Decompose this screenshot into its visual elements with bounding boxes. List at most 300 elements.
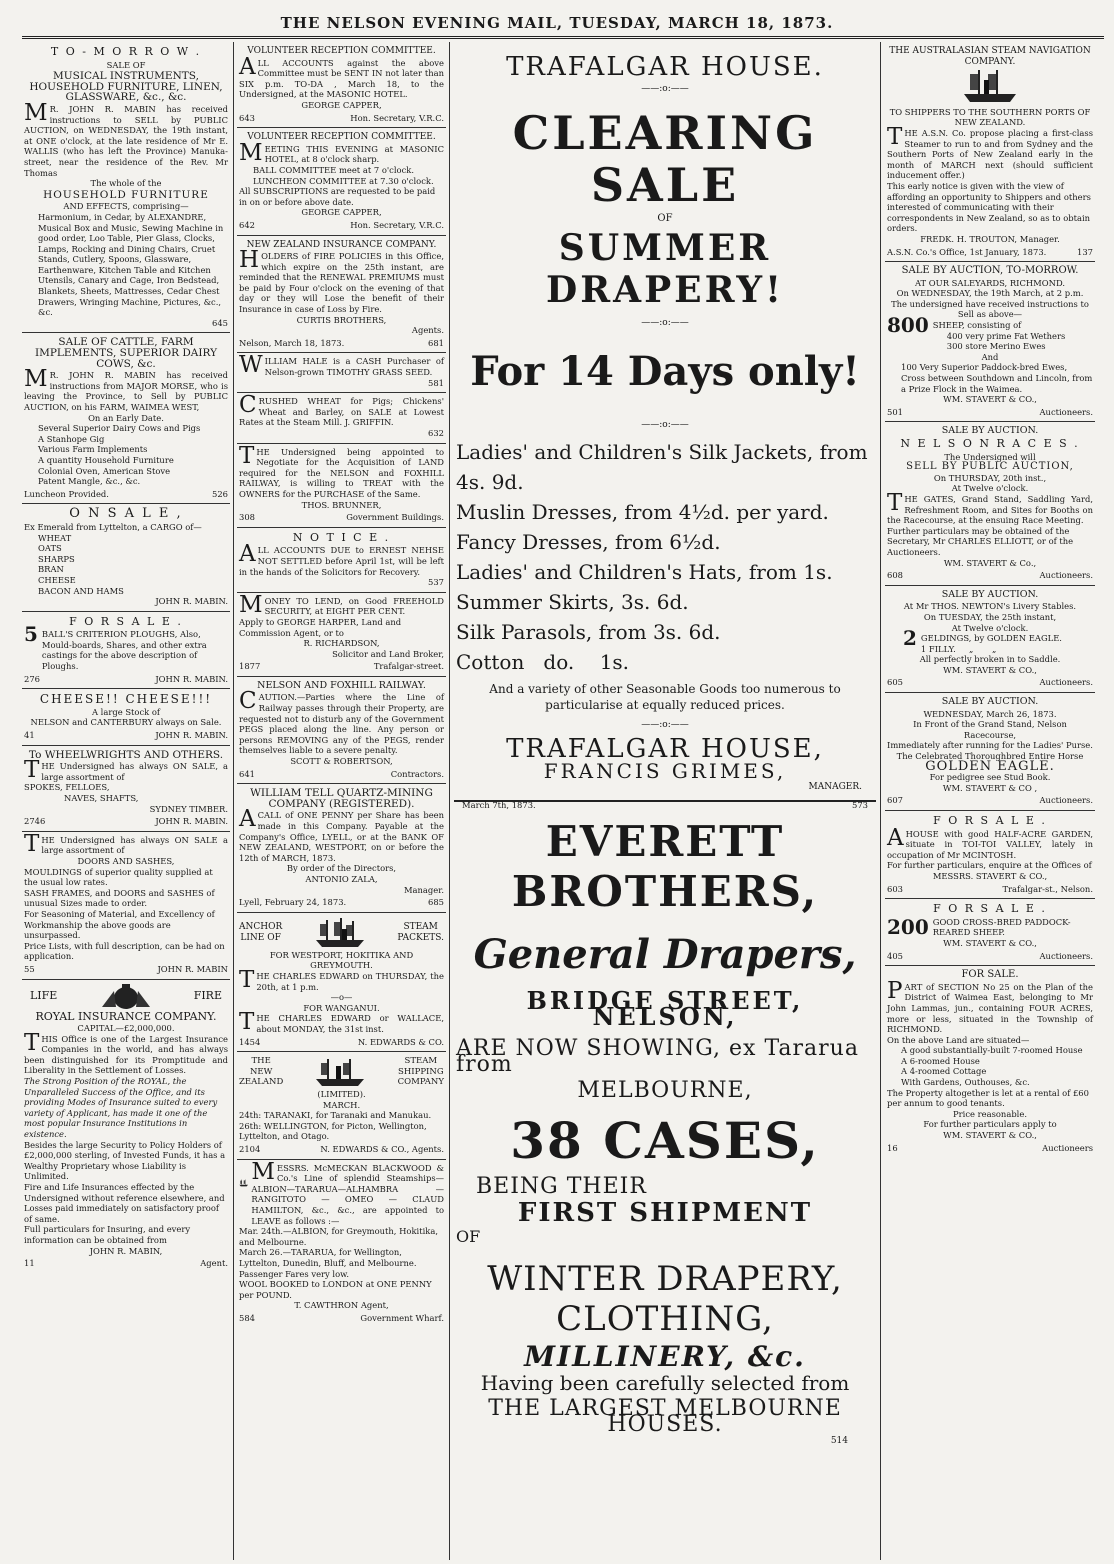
ad-list (887, 1045, 1093, 1087)
masthead: THE NELSON EVENING MAIL, TUESDAY, MARCH 18, 1873. (280, 14, 834, 32)
ad-number: 514 (830, 1436, 848, 1446)
ad-signature: SCOTT & ROBERTSON, (290, 756, 393, 767)
ad-line: On the above Land are situated— (887, 1034, 1030, 1045)
ad-signature: JOHN R. MABIN. (155, 673, 228, 684)
ad-number: 645 (212, 317, 228, 328)
ad-signature: JOHN R. MABIN. (155, 596, 228, 607)
ad-line: 300 store Merino Ewes (946, 341, 1046, 352)
ad-line: CAPITAL—£2,000,000. (77, 1023, 175, 1034)
ad-body: PART of SECTION No 25 on the Plan of the District of Waimea East, belonging to Mr John Lammas, jun., containing FOUR ACRES, more or less, situated in the Township of RICHMOND. (887, 977, 1093, 1035)
ad-sheep-for-sale (885, 899, 1095, 966)
ad-heading: FOR WESTPORT, HOKITIKA AND GREYMOUTH. (269, 949, 414, 971)
ad-number: 11 (24, 1258, 35, 1269)
ad-musical-instruments (22, 42, 230, 333)
ad-line: Luncheon Provided. (24, 488, 109, 499)
ad-paragraph: For Seasoning of Material, and Excellency of Workmanship the above goods are unsurpassed. (24, 908, 215, 941)
ad-line: And (981, 351, 999, 362)
list-item: BRAN (38, 564, 64, 575)
list-item: Various Farm Implements (38, 444, 148, 455)
ad-body: Ex Emerald from Lyttelton, a CARGO of— (24, 521, 202, 532)
ad-number: 308 (239, 512, 255, 523)
ad-title: F O R S A L E . (933, 814, 1047, 827)
ad-volunteer-meeting (237, 128, 446, 235)
ad-big-number: 800 (887, 313, 929, 338)
ad-number: 405 (887, 950, 903, 961)
ad-paragraph: This early notice is given with the view of affording an opportunity to Shippers and others interested of communicating with their correspondents in New Zealand, so as to obtain orders. (887, 180, 1091, 234)
ad-number: 632 (428, 428, 444, 438)
ad-signature: Government Buildings. (346, 512, 444, 523)
ad-william-hale (237, 353, 446, 393)
ad-royal-insurance (22, 980, 230, 1273)
ad-line: Lyell, February 24, 1873. (239, 897, 347, 908)
ad-money-to-lend (237, 593, 446, 677)
ad-heading: VOLUNTEER RECEPTION COMMITTEE. (247, 132, 436, 143)
ad-body: WILLIAM HALE is a CASH Purchaser of Nelson-grown TIMOTHY GRASS SEED. (239, 352, 444, 379)
column-4 (885, 42, 1095, 1560)
ad-body: THE CHARLES EDWARD on THURSDAY, the 20th, at 1 p.m. (239, 966, 444, 993)
ad-signature: JOHN R. MABIN, (89, 1245, 163, 1256)
ad-golden-eagle (885, 693, 1095, 811)
ad-line: March 7th, 1873. (462, 800, 536, 810)
ad-paragraph: All SUBSCRIPTIONS are requested to be paid in on or before above date. (239, 186, 436, 207)
ad-body: ALL ACCOUNTS against the above Committee must be SENT IN not later than SIX p.m. TO-DA , March 18, to the Undersigned, at the MASONIC HOTEL. (239, 53, 444, 100)
ad-heading: MUSICAL INSTRUMENTS, HOUSEHOLD FURNITURE, LINEN, GLASSWARE, &c., &c. (29, 70, 223, 104)
list-item: Silk Parasols, from 3s. 6d. (456, 620, 721, 644)
ad-signature: N. EDWARDS & CO., Agents. (320, 1144, 444, 1155)
ad-paragraph: Price Lists, with full description, can be had on application. (24, 940, 225, 962)
ad-line: Trafalgar-street. (373, 661, 444, 672)
ad-line: A.S.N. Co.'s Office, 1st January, 1873. (887, 246, 1047, 257)
ad-body: HOLDERS of FIRE POLICIES in this Office, which expire on the 25th instant, are reminded that the RENEWAL PREMIUMS must be paid by Four o'clock on the evening of that day or they will Lose the benefit of their Insurance in case of Loss by Fire. (239, 247, 444, 315)
ad-line: LINE OF (240, 932, 281, 943)
ad-paragraph: MOULDINGS of superior quality supplied at the usual low rates. (24, 866, 213, 888)
ad-heading: ROYAL INSURANCE COMPANY. (35, 1009, 217, 1023)
ad-body: MESSRS. McMECKAN BLACKWOOD & Co.'s Line of splendid Steamships—ALBION—TARARUA—ALHAMBRA — RANGITOTO — OMEO — CLAUD HAMILTON, &c., &c., are appointed to LEAVE as follows :— (251, 1158, 444, 1226)
ad-line: COMPANY (397, 1077, 444, 1088)
ad-signature: FREDK. H. TROUTON, Manager. (920, 233, 1060, 244)
ad-signature: JOHN R. MABIN (157, 963, 228, 974)
ad-number: 642 (239, 219, 255, 230)
ad-number: 603 (887, 883, 903, 894)
ad-heading: NELSON AND FOXHILL RAILWAY. (257, 679, 426, 691)
ad-signature: N. EDWARDS & CO. (357, 1036, 444, 1047)
list-item: Colonial Oven, American Stove (38, 465, 171, 476)
ad-signature: R. RICHARDSON, (303, 638, 380, 649)
ad-body: MONEY TO LEND, on Good FREEHOLD SECURITY, at EIGHT PER CENT. (239, 591, 444, 618)
ad-newton-stables (885, 586, 1095, 693)
ad-heading: MARCH. (322, 1099, 361, 1110)
list-item: Muslin Dresses, from 4½d. per yard. (456, 500, 829, 524)
ad-number: 1877 (239, 661, 261, 672)
ad-title: TRAFALGAR HOUSE. (506, 52, 824, 82)
ad-number: 573 (852, 800, 868, 810)
ad-number: 643 (239, 112, 255, 123)
ad-signature: Auctioneers. (1039, 677, 1093, 688)
ad-headline: WINTER DRAPERY, CLOTHING, (487, 1259, 843, 1339)
list-item: A good substantially-built 7-roomed House (901, 1045, 1083, 1056)
ad-paragraph: WOOL BOOKED to LONDON at ONE PENNY per POUND. (239, 1279, 432, 1300)
list-item: A quantity Household Furniture (38, 454, 174, 465)
ad-number: 41 (24, 730, 35, 741)
ad-number: 276 (24, 673, 40, 684)
ad-line: The undersigned have received instructions to Sell as above— (891, 298, 1089, 320)
list-item: A Stanhope Gig (38, 433, 105, 444)
ad-nz-shipping (237, 1052, 446, 1160)
ad-heading: BRIDGE STREET, NELSON, (526, 986, 804, 1031)
ad-william-tell (237, 784, 446, 913)
ad-body: THE Undersigned has always ON SALE a large assortment of (24, 830, 228, 857)
ad-number: 605 (887, 677, 903, 688)
ad-body: ACALL of ONE PENNY per Share has been made in this Company. Payable at the Company's Office, LYELL, or at the BANK OF NEW ZEALAND, WESTPORT, on or before the 12th of MARCH, 1873. (239, 806, 444, 863)
ad-line: AND EFFECTS, comprising— (63, 201, 189, 212)
ad-house-for-sale (885, 811, 1095, 899)
ad-number: 681 (428, 337, 444, 348)
ad-signature: MANAGER. (808, 782, 862, 792)
ad-heading: FOR WANGANUI. (303, 1002, 380, 1013)
list-item: WHEAT (38, 532, 72, 543)
column-rule (233, 42, 234, 1560)
column-rule (449, 42, 450, 1560)
ad-big-number: 200 (887, 915, 929, 940)
list-item: SHARPS (38, 553, 75, 564)
ad-number: 584 (239, 1312, 255, 1323)
ad-auction-tomorrow (885, 262, 1095, 422)
ad-number: 685 (428, 897, 444, 908)
ad-line: All perfectly broken in to Saddle. (919, 654, 1061, 665)
ad-foxhill-railway (237, 677, 446, 784)
ad-line: ZEALAND (239, 1077, 284, 1088)
ad-signature: WM. STAVERT & CO., (943, 1130, 1037, 1141)
ad-line: STEAM (404, 1056, 438, 1067)
separator: ——:o:—— (641, 318, 689, 328)
ad-paragraph: Full particulars for Insuring, and every information can be obtained from (24, 1224, 191, 1245)
list-item: CHEESE (38, 574, 76, 585)
ad-paragraph: For further particulars, enquire at the Offices of (887, 860, 1092, 871)
ad-signature: JOHN R. MABIN. (155, 730, 228, 741)
list-item: Several Superior Dairy Cows and Pigs (38, 423, 201, 434)
ad-signature: Auctioneers. (1039, 570, 1093, 581)
ad-headline: For 14 Days only! (470, 348, 860, 395)
ad-signature: Agent. (200, 1258, 228, 1269)
steamship-icon (239, 1163, 248, 1203)
ad-line: SHIPPING (398, 1066, 444, 1077)
steamship-icon (312, 1055, 368, 1089)
ad-line: Having been carefully selected from (480, 1371, 850, 1395)
ad-signature: WM. STAVERT & CO , (942, 782, 1038, 793)
ad-heading: SALE BY AUCTION. (941, 588, 1039, 600)
ad-signature: Auctioneers. (1039, 795, 1093, 806)
ad-body: GOOD CROSS-BRED PADDOCK-REARED SHEEP. (932, 916, 1071, 938)
ad-line: The Undersigned will (944, 451, 1036, 462)
ad-ploughs (22, 612, 230, 690)
ad-asn-company (885, 42, 1095, 262)
ad-line: The whole of the (90, 178, 162, 189)
ad-body: ALL ACCOUNTS DUE to ERNEST NEHSE NOT SETTLED before April 1st, will be left in the hands of the Solicitors for Recovery. (239, 541, 444, 577)
list-item: BACON AND HAMS (38, 585, 124, 596)
ad-line: The Celebrated Thoroughbred Entire Horse (896, 751, 1084, 762)
ad-cheese (22, 689, 230, 745)
ad-body: THE Undersigned being appointed to Negotiate for the Acquisition of LAND required for the NELSON and FOXHILL RAILWAY, is willing to TREAT with the OWNERS for the PURCHASE of the Same. (239, 442, 444, 499)
ad-line: SPOKES, FELLOES, (24, 782, 110, 793)
list-item: Ladies' and Children's Silk Jackets, from 4s. 9d. (456, 440, 868, 494)
ad-line: AT OUR SALEYARDS, RICHMOND. (914, 277, 1066, 288)
ad-nelson-races (885, 422, 1095, 585)
ad-body: MR. JOHN R. MABIN has received instructions to SELL by PUBLIC AUCTION, on WEDNESDAY, the 19th instant, at ONE o'clock, at the late residence of Mr E. WALLIS (who has left the Province) Manuka-street, near the residence of the Rev. Mr Thomas (24, 99, 228, 178)
ad-signature: WM. STAVERT & Co., (943, 557, 1037, 568)
ad-body: MR. JOHN R. MABIN has received instructions from MAJOR MORSE, who is leaving the Province, to Sell by PUBLIC AUCTION, on his FARM, WAIMEA WEST, (24, 366, 228, 412)
ad-line: OF (657, 213, 673, 224)
ad-line: Apply to GEORGE HARPER, Land and Commission Agent, or to (239, 616, 402, 638)
masthead-rule (22, 36, 1104, 39)
ad-line: A large Stock of (91, 706, 161, 717)
ad-body: THIS Office is one of the Largest Insurance Companies in the world, and has always been distinguished for its Promptitude and Liberality in the Settlement of Losses. (24, 1029, 228, 1076)
ad-signature: THOS. BRUNNER, (301, 499, 382, 510)
ad-title: TRAFALGAR HOUSE, (506, 734, 824, 764)
ad-number: 608 (887, 570, 903, 581)
ad-title: O N S A L E , (69, 506, 183, 522)
ad-signature: Hon. Secretary, V.R.C. (350, 112, 444, 123)
ad-body: CRUSHED WHEAT for Pigs; Chickens' Wheat and Barley, on SALE at Lowest Rates at the Steam Mill. J. GRIFFIN. (239, 392, 444, 428)
ad-headline: General Drapers, (473, 931, 857, 978)
list-item: Patent Mangle, &c., &c. (38, 476, 141, 487)
ad-line: OF (456, 1227, 481, 1246)
ad-heading: FOR SALE. (961, 969, 1019, 981)
centre-column (454, 42, 876, 1560)
column-2 (237, 42, 446, 1560)
ad-body: AHOUSE with good HALF-ACRE GARDEN, situate in TOI-TOI VALLEY, lately in occupation of Mr MCINTOSH. (887, 824, 1093, 860)
ad-line: BEING THEIR (476, 1174, 647, 1199)
ad-number: 501 (887, 406, 903, 417)
ad-signature: FRANCIS GRIMES, (543, 759, 787, 783)
column-1 (22, 42, 230, 1560)
ad-signature: Manager. (403, 884, 444, 895)
ad-big-number: 5 (24, 622, 38, 647)
ad-number: 55 (24, 963, 35, 974)
ad-heading: SALE OF CATTLE, FARM IMPLEMENTS, SUPERIOR DAIRY COWS, &c. (34, 336, 218, 370)
ad-line: FIRE (193, 989, 222, 1003)
ad-line: Price reasonable. (953, 1108, 1027, 1119)
ad-heading: FIRST SHIPMENT (517, 1198, 813, 1228)
ad-body: THE A.S.N. Co. propose placing a first-class Steamer to run to and from Sydney and the Southern Ports of New Zealand early in the month of MARCH next (should sufficient inducement offer.) (887, 123, 1093, 181)
ad-line: On TUESDAY, the 25th instant, (923, 611, 1057, 622)
ad-signature: WM. STAVERT & CO., (943, 937, 1037, 948)
ad-line: MELBOURNE, (577, 1078, 753, 1103)
royal-arms-icon (96, 983, 156, 1011)
ad-headline: CLEARING SALE (512, 106, 818, 212)
ad-headline: SUMMER DRAPERY! (546, 227, 784, 311)
ad-paragraph: 24th: TARANAKI, for Taranaki and Manukau. (239, 1110, 432, 1121)
steamship-icon (312, 916, 368, 950)
ad-paragraph: March 26.—TARARUA, for Wellington, Lyttelton, Dunedin, Bluff, and Melbourne. (239, 1247, 417, 1268)
ad-signature: Contractors. (390, 768, 444, 779)
ad-paragraph: Passenger Fares very low. (239, 1268, 349, 1279)
ad-line: THE (251, 1056, 271, 1067)
ad-heading: NEW ZEALAND INSURANCE COMPANY. (246, 239, 437, 250)
ad-paragraph: Mar. 24th.—ALBION, for Greymouth, Hokitika, and Melbourne. (239, 1226, 439, 1247)
ad-line: ANCHOR (239, 922, 283, 933)
ad-body: THE Undersigned has always ON SALE, a large assortment of (24, 757, 228, 784)
ad-line: For further particulars apply to (923, 1119, 1057, 1130)
ad-title: N E L S O N R A C E S . (900, 437, 1080, 450)
ad-body: THE GATES, Grand Stand, Saddling Yard, Refreshment Room, and Sites for Booths on the Racecourse, at the ensuing Race Meeting. (887, 489, 1093, 526)
ad-number: 2104 (239, 1144, 261, 1155)
ad-line: PACKETS. (397, 932, 444, 943)
ad-line: NEW (249, 1066, 273, 1077)
ad-notice (237, 528, 446, 593)
ad-line: By order of the Directors, (286, 863, 397, 874)
list-item: A 4-roomed Cottage (901, 1066, 987, 1077)
ad-signature: CURTIS BROTHERS, (296, 314, 387, 325)
ad-heading: To WHEELWRIGHTS AND OTHERS. (28, 748, 224, 761)
ad-paragraph: SASH FRAMES, and DOORS and SASHES of unusual Sizes made to order. (24, 887, 215, 909)
ad-heading: TO SHIPPERS TO THE SOUTHERN PORTS OF NEW ZEALAND. (889, 106, 1091, 128)
ad-line: At Twelve o'clock. (951, 483, 1029, 494)
ad-heading: THE AUSTRALASIAN STEAM NAVIGATION COMPANY. (889, 46, 1091, 67)
ad-line: 1 FILLY. „ „ (920, 643, 997, 654)
ad-anchor-line (237, 913, 446, 1052)
ad-paragraph: Besides the large Security to Policy Holders of £2,000,000 sterling, of Invested Funds, it has a Wealthy Proprietary whose Liability is Unlimited. (24, 1139, 226, 1182)
ad-signature: Auctioneers (1042, 1142, 1093, 1153)
ad-paragraph: 100 Very Superior Paddock-bred Ewes, Cross between Southdown and Lincoln, from a Prize Flock in the Waimea. (901, 362, 1093, 394)
ad-line: BALL COMMITTEE meet at 7 o'clock. (253, 164, 415, 175)
ad-line: —o— (330, 992, 353, 1003)
ad-line: ARE NOW SHOWING, ex Tararua from (456, 1036, 859, 1077)
ad-line: (LIMITED). (317, 1089, 366, 1100)
ad-body: THE CHARLES EDWARD or WALLACE, about MONDAY, the 31st inst. (239, 1009, 444, 1036)
ad-line: Nelson, March 18, 1873. (239, 337, 345, 348)
ad-line: Immediately after running for the Ladies' Purse. (887, 740, 1093, 751)
ad-line: At Twelve o'clock. (951, 622, 1029, 633)
ad-number: 607 (887, 795, 903, 806)
ad-number: 641 (239, 768, 255, 779)
ad-signature: ANTONIO ZALA, (305, 873, 378, 884)
ad-title: N O T I C E . (292, 530, 391, 544)
ad-line: In Front of the Grand Stand, Nelson Racecourse, (913, 719, 1067, 740)
ad-body: BALL'S CRITERION PLOUGHS, Also, Mould-boards, Shares, and other extra castings for the above description of Ploughs. (41, 629, 207, 672)
steamship-icon (960, 68, 1020, 104)
ad-line: LUNCHEON COMMITTEE at 7.30 o'clock. (253, 175, 434, 186)
ad-title: F O R S A L E . (69, 614, 183, 628)
ad-number: 526 (212, 488, 228, 499)
ad-volunteer-accounts (237, 42, 446, 128)
ad-number: 581 (428, 377, 444, 388)
list-item: Ladies' and Children's Hats, from 1s. (456, 560, 833, 584)
separator: ——:o:—— (641, 420, 689, 430)
ad-line: On WEDNESDAY, the 19th March, at 2 p.m. (896, 288, 1084, 299)
ad-paragraph: The Property altogether is let at a rental of £60 per annum to good tenants. (887, 1087, 1089, 1109)
ad-line: DOORS AND SASHES, (77, 855, 175, 866)
ad-line: STEAM (403, 922, 438, 933)
ad-title: EVERETT BROTHERS, (511, 817, 819, 916)
ad-doors-sashes (22, 832, 230, 980)
ad-signature: MESSRS. STAVERT & CO., (932, 870, 1048, 881)
ad-crushed-wheat (237, 393, 446, 443)
ad-big-number: 2 (903, 626, 917, 651)
ad-line: SELL BY PUBLIC AUCTION, (906, 461, 1074, 473)
ad-trafalgar-house (454, 42, 876, 810)
ad-heading: SALE BY AUCTION. (941, 696, 1039, 708)
ad-line: At Mr THOS. NEWTON's Livery Stables. (903, 601, 1077, 612)
ad-number: 537 (428, 577, 444, 588)
ad-line: For pedigree see Stud Book. (929, 772, 1051, 783)
ad-line: NELSON and CANTERBURY always on Sale. (30, 717, 222, 728)
ad-signature: Hon. Secretary, V.R.C. (350, 219, 444, 230)
ad-signature: Trafalgar-st., Nelson. (1002, 883, 1093, 894)
ad-heading: SALE BY AUCTION, TO-MORROW. (901, 265, 1079, 277)
ad-heading: MILLINERY, &c. (524, 1340, 806, 1373)
list-item: Fancy Dresses, from 6½d. (456, 530, 721, 554)
ad-mcmeckan (237, 1160, 446, 1328)
ad-body: CAUTION.—Parties where the Line of Railway passes through their Property, are requested not to disturb any of the Government PEGS placed along the line. Any person or persons REMOVING any of the PEGS, render themselves liable to a severe penalty. (239, 688, 444, 756)
ad-railway-land (237, 444, 446, 528)
ad-paragraph: Further particulars may be obtained of the Secretary, Mr CHARLES ELLIOTT, or of the Auctioneers. (887, 525, 1074, 557)
ad-on-sale (22, 504, 230, 611)
ad-subtitle: SALE OF (106, 59, 146, 70)
ad-headline: 38 CASES, (510, 1111, 820, 1170)
ad-number: 1454 (239, 1036, 261, 1047)
ad-heading: WILLIAM TELL QUARTZ-MINING COMPANY (REGISTERED). (250, 787, 433, 810)
ad-heading: GOLDEN EAGLE. (925, 758, 1055, 774)
separator: ——:o:—— (641, 720, 689, 730)
ad-list: Harmonium, in Cedar, by ALEXANDRE, Musical Box and Music, Sewing Machine in good order, Loo Table, Pier Glass, Clocks, Lamps, Rocking and Dining Chairs, Cruet Stands, Cutlery, Spoons, Glassware, Earthenware, Kitchen Table and Kitchen Utensils, Canary and Cage, Iron Bedstead, Blankets, Sheets, Mattresses, Cedar Chest Drawers, Wringing Machine, Pictures, &c., &c. (38, 211, 224, 318)
ad-signature: GEORGE CAPPER, (301, 99, 382, 110)
ad-richmond-land (885, 966, 1095, 1157)
ad-heading: VOLUNTEER RECEPTION COMMITTEE. (247, 46, 436, 56)
ad-heading: HOUSEHOLD FURNITURE (43, 188, 209, 201)
ad-number: 2746 (24, 816, 46, 827)
ad-line: 400 very prime Fat Wethers (946, 330, 1066, 341)
ad-paragraph: Fire and Life Insurances effected by the Undersigned without reference elsewhere, and Losses paid immediately on satisfactory proof of same. (24, 1182, 225, 1224)
separator: ——:o:—— (641, 84, 689, 94)
ad-signature: WM. STAVERT & CO., (943, 664, 1037, 675)
ad-signature: T. CAWTHRON Agent, (294, 1300, 389, 1311)
ad-list (24, 533, 228, 597)
ad-everett-brothers (454, 802, 876, 1453)
ad-title: CHEESE!! CHEESE!!! (39, 692, 213, 707)
ad-line: WEDNESDAY, March 26, 1873. (923, 708, 1057, 719)
ad-signature: Agents. (411, 325, 444, 336)
ad-line: SHEEP, consisting of (932, 320, 1022, 331)
ad-heading: THE LARGEST MELBOURNE HOUSES. (488, 1396, 842, 1437)
ad-heading: SALE BY AUCTION. (941, 425, 1039, 437)
ad-paragraph: The Strong Position of the ROYAL, the Unparalleled Success of the Office, and its providing Modes of Insurance suited to every variety of Applicant, has made it one of the most popular Insurance Institutions in existence. (24, 1076, 218, 1140)
ad-sale-of-cattle (22, 333, 230, 504)
list-item: Cotton do. 1s. (456, 650, 630, 674)
ad-title: T O - M O R R O W . (50, 45, 202, 58)
ad-line: On an Early Date. (88, 412, 164, 423)
ad-number: 16 (887, 1142, 898, 1153)
list-item: Summer Skirts, 3s. 6d. (456, 590, 689, 614)
list-item: A 6-roomed House (901, 1055, 980, 1066)
ad-signature: WM. STAVERT & CO., (943, 394, 1037, 405)
ad-line: SYDNEY TIMBER. (149, 803, 228, 814)
ad-signature: GEORGE CAPPER, (301, 207, 382, 218)
list-item: OATS (38, 543, 62, 554)
ad-line: On THURSDAY, 20th inst., (933, 472, 1047, 483)
ad-body: MEETING THIS EVENING at MASONIC HOTEL, at 8 o'clock sharp. (239, 139, 444, 166)
ad-nz-insurance (237, 236, 446, 354)
ad-wheelwrights (22, 746, 230, 832)
ad-line: NAVES, SHAFTS, (64, 793, 139, 803)
ad-line: LIFE (30, 989, 58, 1003)
column-rule (880, 42, 881, 1560)
ad-list (24, 423, 228, 487)
ad-line: Government Wharf. (360, 1312, 444, 1323)
ad-line: GELDINGS, by GOLDEN EAGLE. (920, 633, 1062, 644)
price-list (456, 437, 874, 677)
ad-title: F O R S A L E . (933, 902, 1047, 916)
ad-number: 137 (1077, 246, 1093, 257)
